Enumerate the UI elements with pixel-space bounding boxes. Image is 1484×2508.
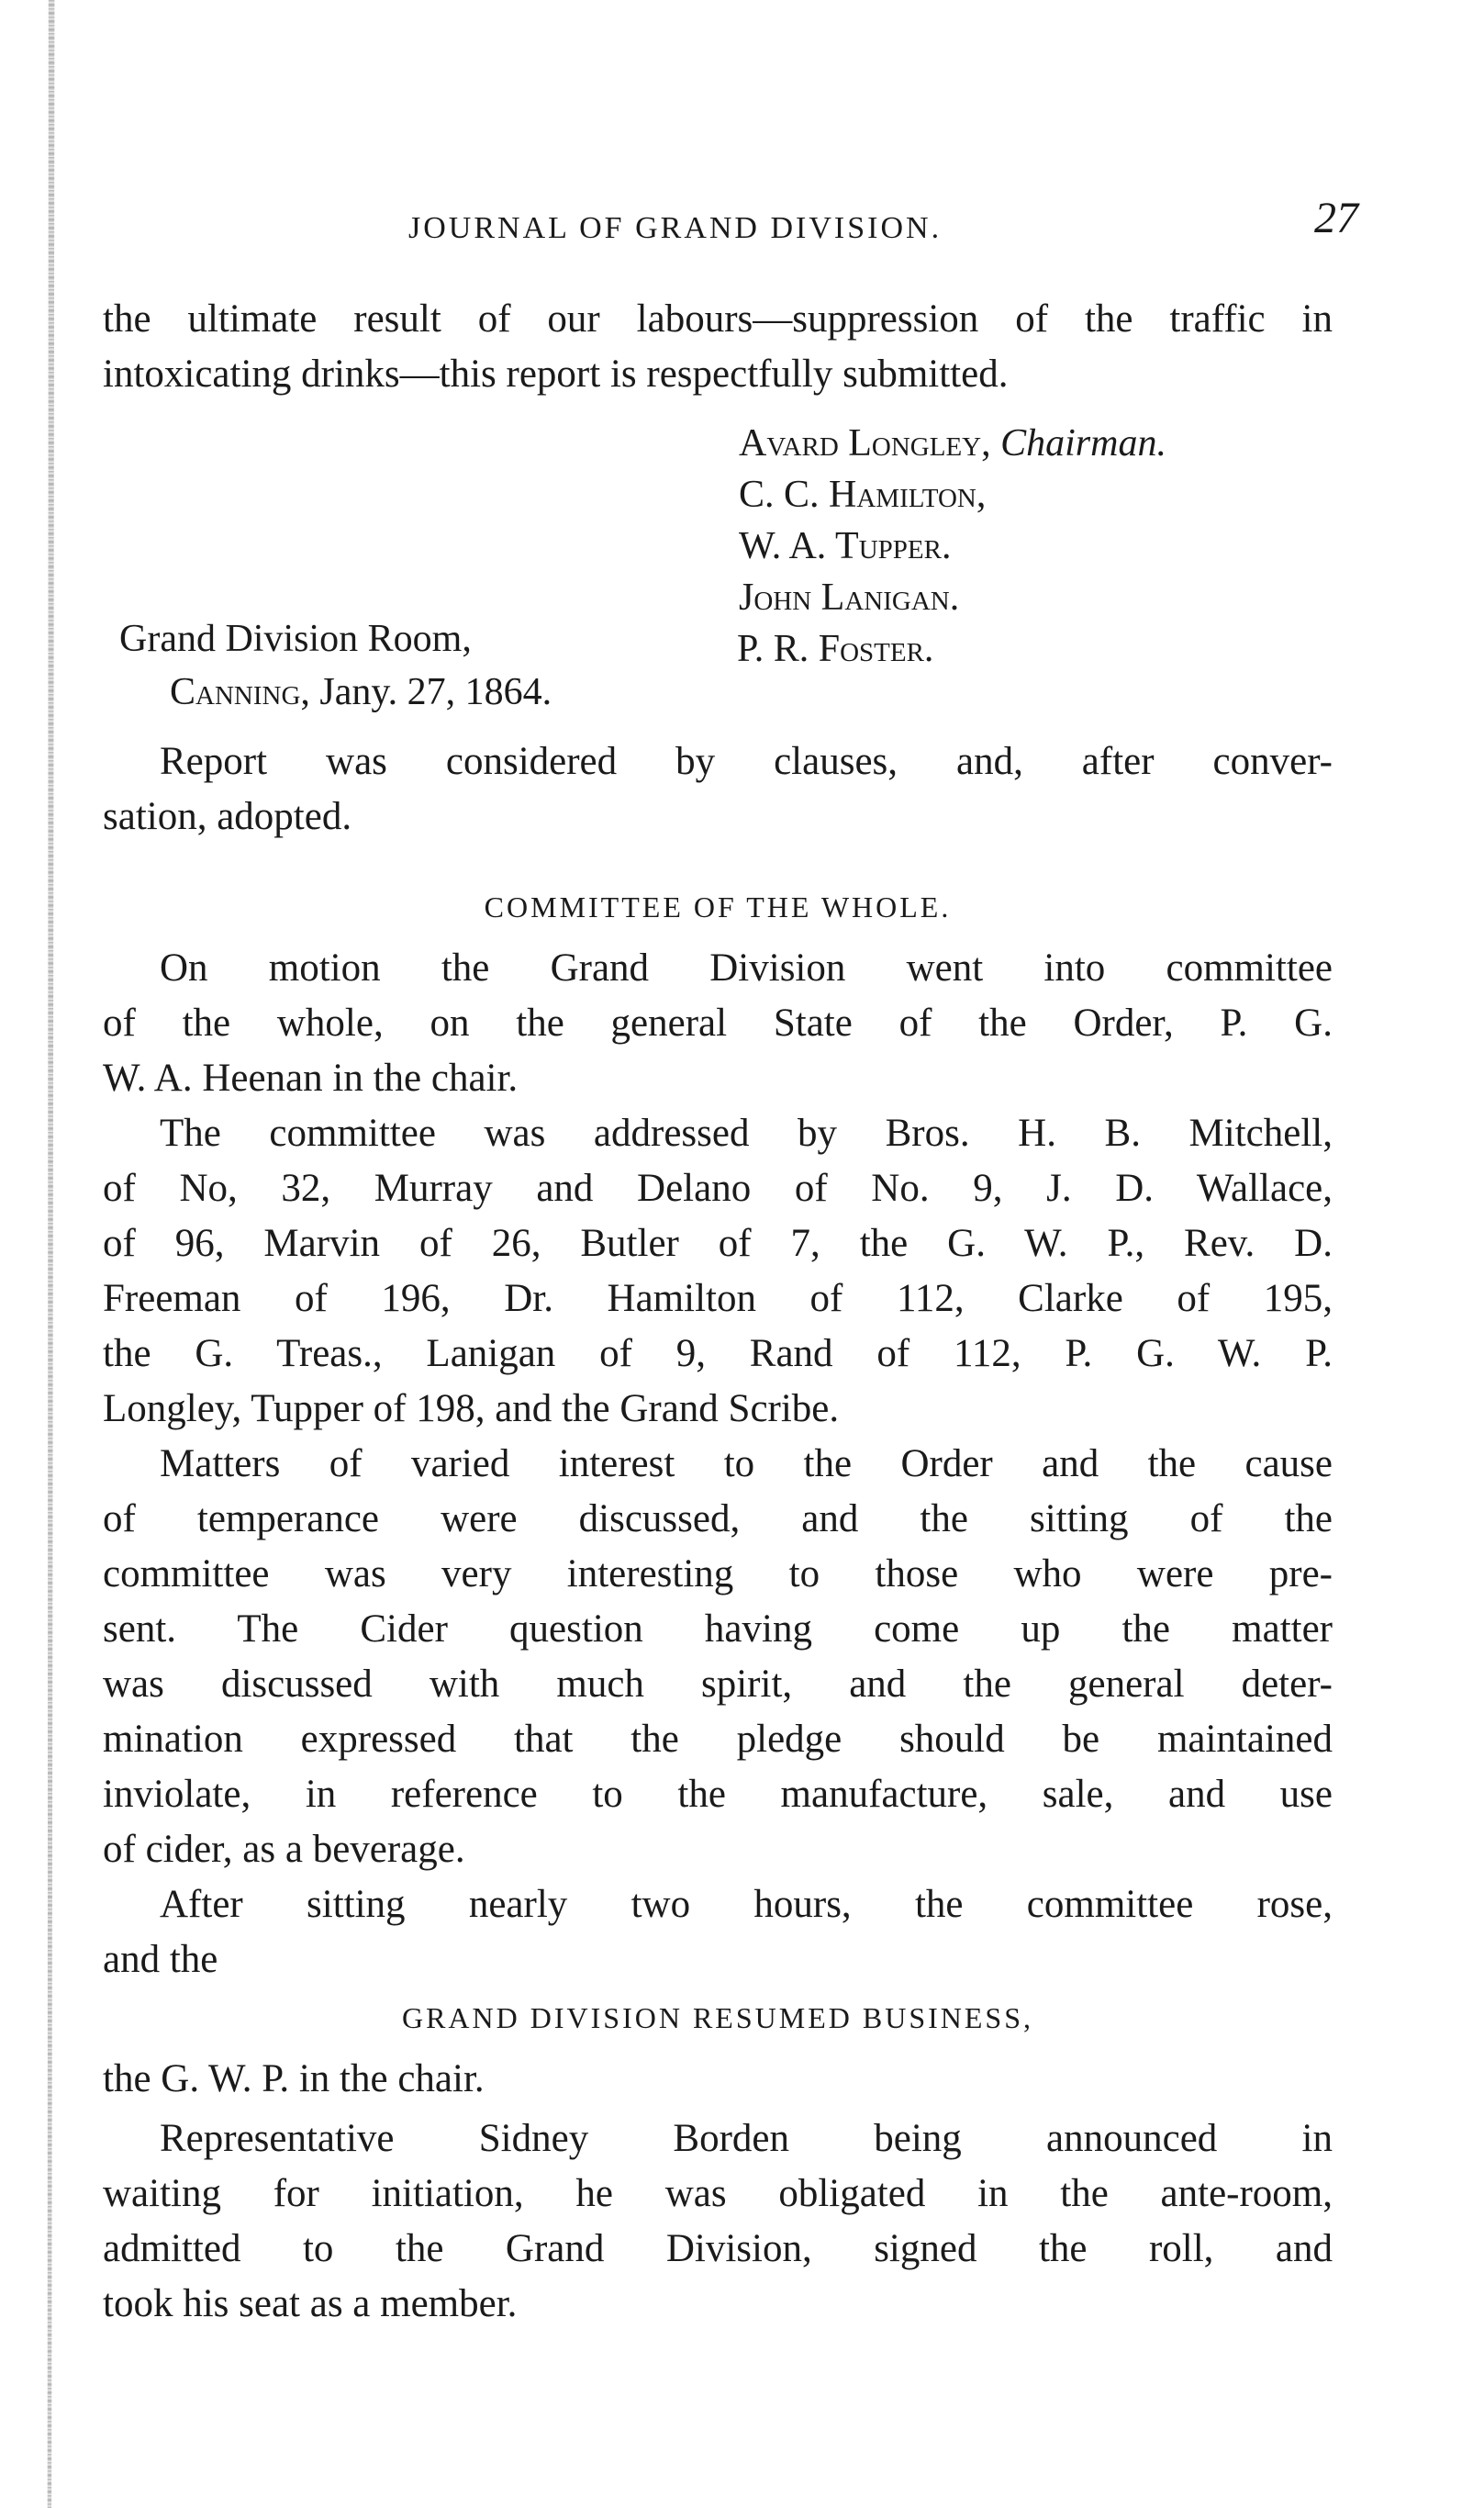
text-line: Matters of varied interest to the Order and the cause [160,1442,1333,1485]
opening-paragraph [103,292,1333,402]
signature-chairman [739,418,1166,469]
dateline-town: Canning, [170,671,310,713]
text-line: the G. W. P. in the chair. [103,2057,485,2100]
dateline-town-date [119,666,552,719]
text-line: After sitting nearly two hours, the committee rose, [160,1883,1333,1926]
text-line: mination expressed that the pledge should be maintained [103,1718,1333,1761]
page-number: 27 [1314,194,1358,242]
dateline-place: Grand Division Room, [119,618,472,660]
signature-member: P. R. Foster. [737,628,934,670]
text-line: The committee was addressed by Bros. H. B. Mitchell, [160,1112,1333,1155]
text-line: of cider, as a beverage. [103,1828,465,1871]
text-line: Representative Sidney Borden being announced in [160,2117,1333,2160]
text-line: was discussed with much spirit, and the general deter- [103,1663,1333,1706]
section-heading-committee: COMMITTEE OF THE WHOLE. [484,890,952,924]
chairman-name: Avard Longley, [739,422,991,465]
text-line: of temperance were discussed, and the sitting of the [103,1497,1333,1540]
text-line: and the [103,1938,218,1981]
text-line: admitted to the Grand Division, signed the roll, and [103,2227,1333,2270]
final-paragraph [103,2111,1333,2332]
running-head [110,193,1358,248]
committee-paragraph-2 [103,1106,1333,1437]
text-line: Freeman of 196, Dr. Hamilton of 112, Clarke of 195, [103,1277,1333,1320]
text-line: committee was very interesting to those who were pre- [103,1552,1333,1595]
section-heading-resumed: GRAND DIVISION RESUMED BUSINESS, [401,2001,1034,2034]
text-line: the ultimate result of our labours—suppression of the traffic in [103,297,1333,341]
text-line: inviolate, in reference to the manufacture, sale, and use [103,1773,1333,1816]
text-line: Longley, Tupper of 198, and the Grand Scribe. [103,1387,840,1430]
text-line: of 96, Marvin of 26, Butler of 7, the G. W. P., Rev. D. [103,1222,1333,1265]
signature-member: C. C. Hamilton, [739,474,987,516]
committee-paragraph-3 [103,1437,1333,1877]
report-adopted-paragraph [103,734,1333,845]
text-line: of the whole, on the general State of the Order, P. G. [103,1002,1333,1045]
signature-member: John Lanigan. [739,577,960,619]
signature-member: W. A. Tupper. [739,525,952,567]
text-line: sation, adopted. [103,795,352,838]
running-title: JOURNAL OF GRAND DIVISION. [408,211,943,245]
text-line: Report was considered by clauses, and, after conver- [160,740,1333,783]
signature-block [739,418,1166,675]
text-line: W. A. Heenan in the chair. [103,1057,519,1100]
chairman-role: Chairman. [1000,422,1166,465]
text-line: of No, 32, Murray and Delano of No. 9, J. D. Wallace, [103,1167,1333,1210]
text-line: took his seat as a member. [103,2282,518,2325]
resumed-line-paragraph [103,2052,1333,2107]
committee-paragraph-4 [103,1877,1333,1987]
dateline-date: Jany. 27, 1864. [319,671,552,713]
text-line: waiting for initiation, he was obligated in the ante-room, [103,2172,1333,2215]
text-line: the G. Treas., Lanigan of 9, Rand of 112, P. G. W. P. [103,1332,1333,1375]
text-line: On motion the Grand Division went into committee [160,946,1333,990]
text-line: intoxicating drinks—this report is respectfully submitted. [103,353,1009,396]
text-line: sent. The Cider question having come up the matter [103,1607,1333,1651]
committee-paragraph-1 [103,941,1333,1106]
dateline [119,612,552,719]
